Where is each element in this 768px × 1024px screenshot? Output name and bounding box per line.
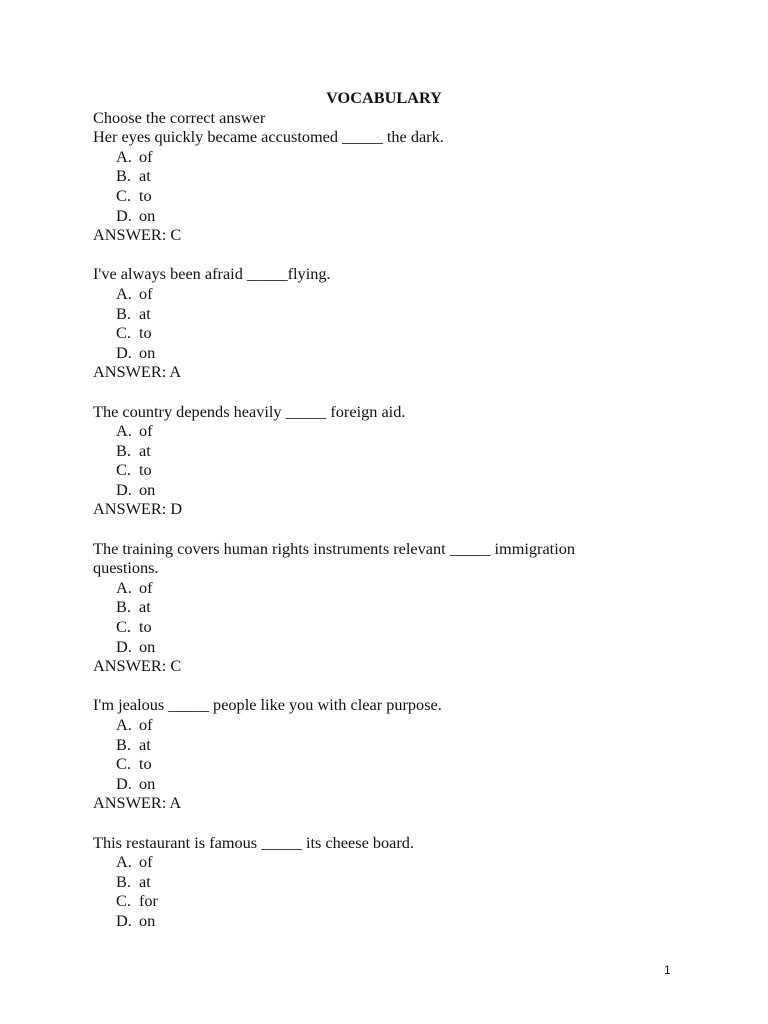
option-text: at bbox=[139, 597, 151, 617]
answer-text: ANSWER: A bbox=[93, 362, 182, 382]
spacer bbox=[93, 676, 653, 696]
question-block bbox=[93, 833, 653, 931]
document-title: VOCABULARY bbox=[326, 88, 442, 107]
option-letter: B. bbox=[116, 734, 131, 754]
option-text: on bbox=[139, 773, 156, 793]
option-letter: D. bbox=[116, 205, 132, 225]
option-text: at bbox=[139, 734, 151, 754]
option-text: of bbox=[139, 421, 153, 441]
instruction-text: Choose the correct answer bbox=[93, 107, 266, 127]
option-a bbox=[93, 852, 653, 872]
option-text: at bbox=[139, 871, 151, 891]
question-block bbox=[93, 402, 653, 520]
option-c bbox=[93, 460, 653, 480]
option-letter: D. bbox=[116, 342, 132, 362]
option-c bbox=[93, 186, 653, 206]
option-b bbox=[93, 304, 653, 324]
option-text: to bbox=[139, 460, 152, 480]
option-text: on bbox=[139, 479, 156, 499]
option-text: to bbox=[139, 185, 152, 205]
question-block bbox=[93, 695, 653, 813]
option-c bbox=[93, 754, 653, 774]
option-letter: A. bbox=[116, 421, 132, 441]
option-letter: D. bbox=[116, 636, 132, 656]
option-letter: C. bbox=[116, 891, 131, 911]
option-letter: C. bbox=[116, 323, 131, 343]
option-d bbox=[93, 911, 653, 931]
option-text: at bbox=[139, 166, 151, 186]
option-text: on bbox=[139, 205, 156, 225]
question-text: The training covers human rights instruments relevant _____ immigration questions. bbox=[93, 538, 576, 578]
question-block bbox=[93, 539, 653, 676]
option-b bbox=[93, 166, 653, 186]
option-a bbox=[93, 715, 653, 735]
option-letter: B. bbox=[116, 871, 131, 891]
option-a bbox=[93, 147, 653, 167]
option-text: at bbox=[139, 303, 151, 323]
option-text: on bbox=[139, 910, 156, 930]
option-letter: B. bbox=[116, 166, 131, 186]
option-b bbox=[93, 735, 653, 755]
option-letter: D. bbox=[116, 910, 132, 930]
option-text: to bbox=[139, 323, 152, 343]
option-letter: B. bbox=[116, 597, 131, 617]
question-text: I've always been afraid _____flying. bbox=[93, 264, 331, 284]
option-text: of bbox=[139, 283, 153, 303]
question-text: Her eyes quickly became accustomed _____ the dark. bbox=[93, 127, 444, 147]
option-text: on bbox=[139, 342, 156, 362]
option-letter: C. bbox=[116, 460, 131, 480]
question-block bbox=[93, 264, 653, 382]
answer-text: ANSWER: A bbox=[93, 793, 182, 813]
option-text: of bbox=[139, 146, 153, 166]
option-text: of bbox=[139, 715, 153, 734]
option-d bbox=[93, 774, 653, 794]
option-letter: A. bbox=[116, 577, 132, 597]
question-text: This restaurant is famous _____ its cheese board. bbox=[93, 832, 415, 852]
option-text: for bbox=[139, 891, 158, 911]
option-a bbox=[93, 578, 653, 598]
spacer bbox=[93, 382, 653, 402]
option-text: to bbox=[139, 617, 152, 637]
option-c bbox=[93, 891, 653, 911]
question-text: I'm jealous _____ people like you with clear purpose. bbox=[93, 695, 442, 715]
option-d bbox=[93, 343, 653, 363]
answer-text: ANSWER: C bbox=[93, 656, 182, 676]
option-text: on bbox=[139, 636, 156, 656]
option-d bbox=[93, 637, 653, 657]
question-block bbox=[93, 127, 653, 245]
option-letter: C. bbox=[116, 754, 131, 774]
option-text: of bbox=[139, 577, 153, 597]
option-letter: A. bbox=[116, 715, 132, 734]
page-number: 1 bbox=[664, 963, 671, 977]
option-text: at bbox=[139, 440, 151, 460]
option-d bbox=[93, 480, 653, 500]
option-a bbox=[93, 284, 653, 304]
document-content bbox=[93, 88, 653, 931]
option-letter: A. bbox=[116, 852, 132, 872]
option-letter: C. bbox=[116, 185, 131, 205]
answer-text: ANSWER: D bbox=[93, 499, 183, 519]
option-letter: D. bbox=[116, 479, 132, 499]
option-letter: B. bbox=[116, 440, 131, 460]
option-a bbox=[93, 421, 653, 441]
option-c bbox=[93, 617, 653, 637]
answer-text: ANSWER: C bbox=[93, 225, 182, 245]
option-b bbox=[93, 872, 653, 892]
option-d bbox=[93, 206, 653, 226]
spacer bbox=[93, 813, 653, 833]
option-letter: C. bbox=[116, 617, 131, 637]
option-b bbox=[93, 441, 653, 461]
option-letter: A. bbox=[116, 146, 132, 166]
option-c bbox=[93, 323, 653, 343]
option-letter: B. bbox=[116, 303, 131, 323]
option-b bbox=[93, 597, 653, 617]
spacer bbox=[93, 519, 653, 539]
spacer bbox=[93, 245, 653, 265]
question-text: The country depends heavily _____ foreign aid. bbox=[93, 401, 406, 421]
option-letter: D. bbox=[116, 773, 132, 793]
option-letter: A. bbox=[116, 283, 132, 303]
option-text: to bbox=[139, 754, 152, 774]
option-text: of bbox=[139, 852, 153, 872]
